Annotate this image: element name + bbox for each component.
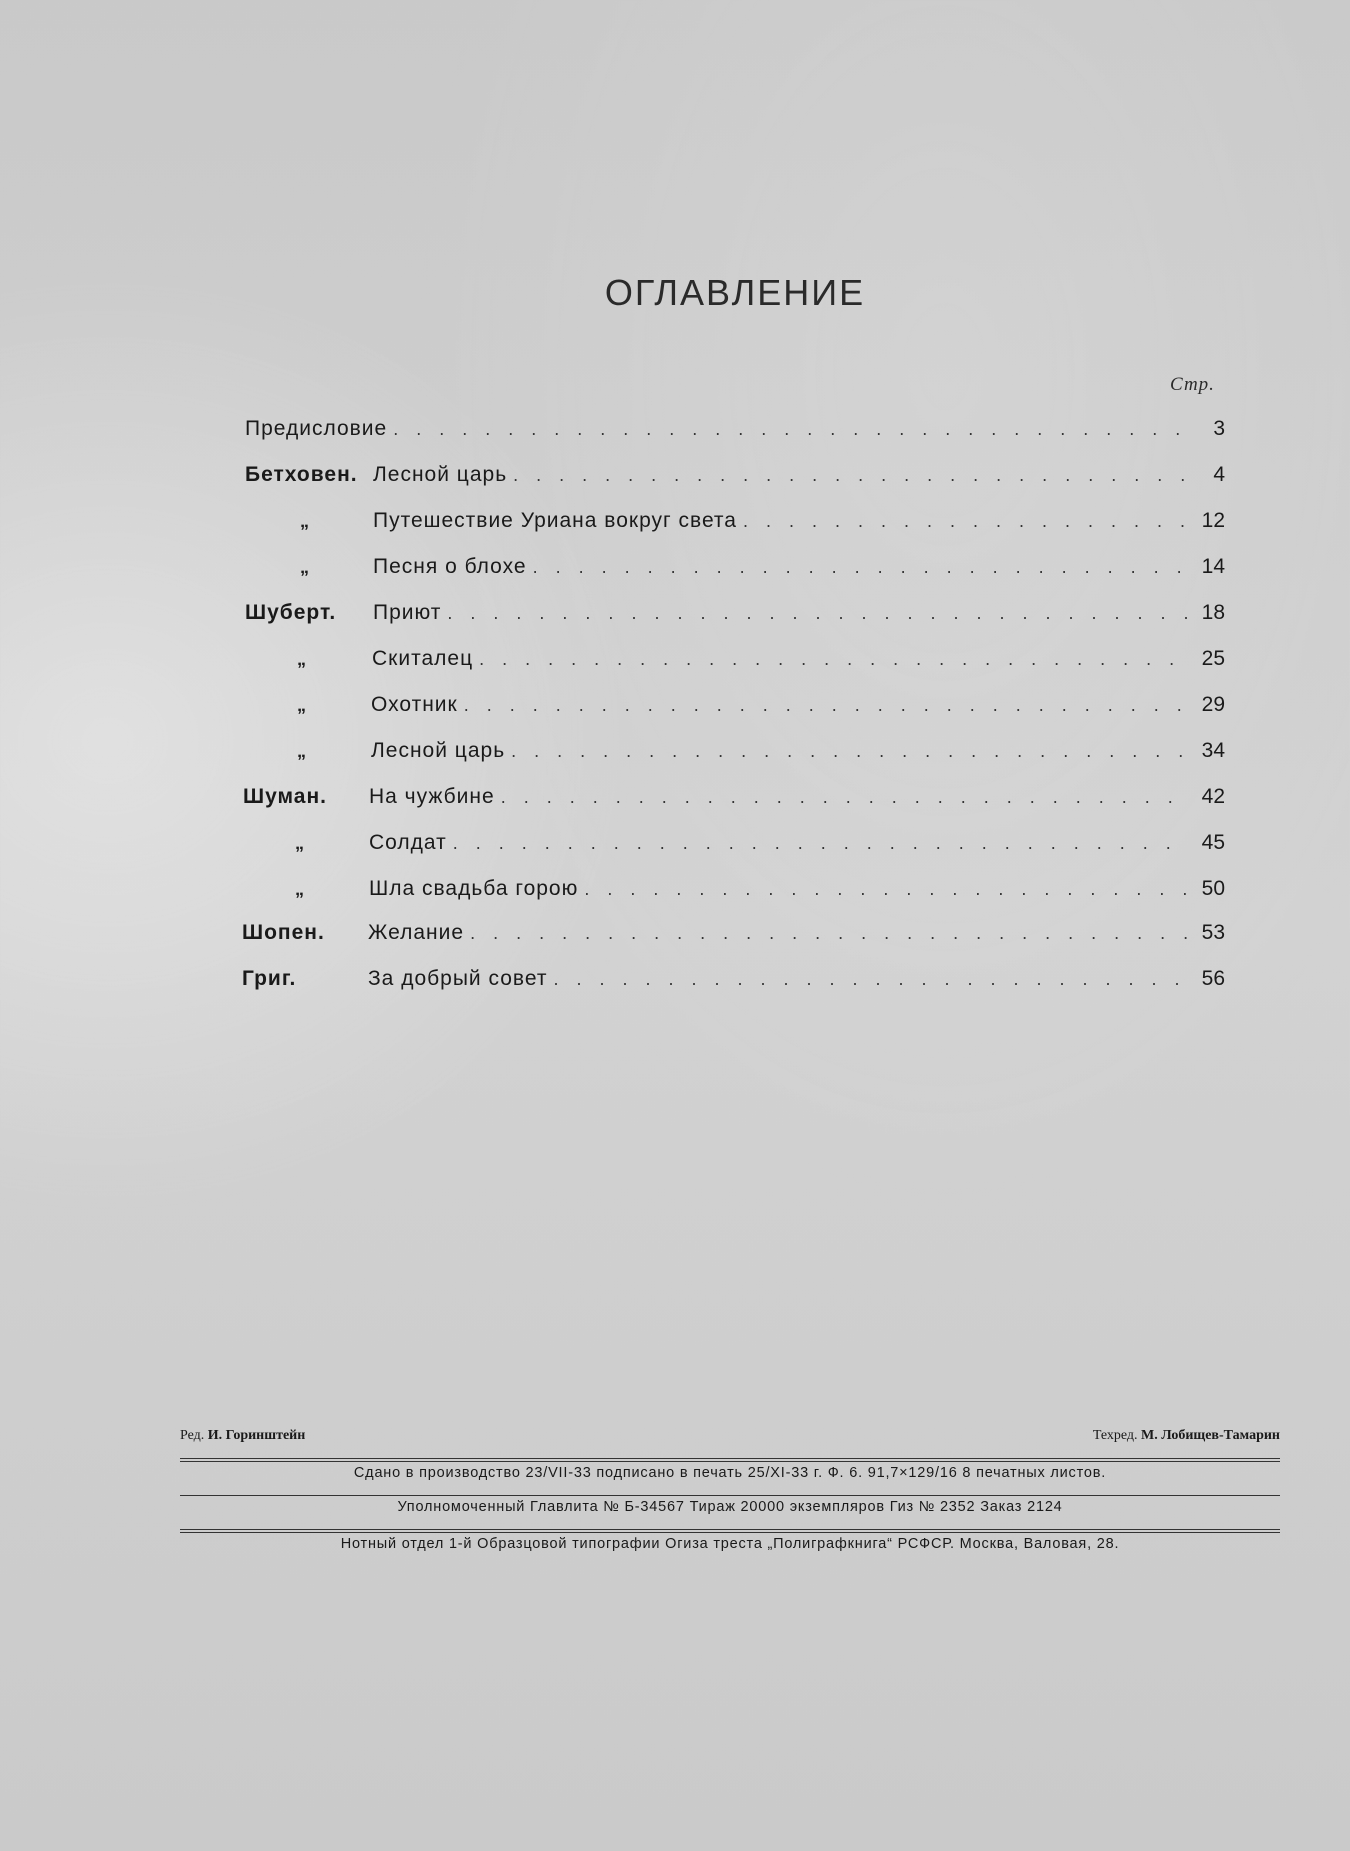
toc-leader (447, 598, 1187, 628)
toc-row (245, 644, 1225, 674)
toc-leader (511, 736, 1187, 766)
toc-title: Охотник (371, 693, 458, 716)
toc-author: Шуберт. (245, 601, 337, 624)
toc-author: Шопен. (242, 921, 325, 944)
toc-title: Солдат (369, 831, 447, 854)
imprint-line-3: Нотный отдел 1-й Образцовой типографии Огиза треста „Полиграфкнига“ РСФСР. Москва, Валовая, 28. (340, 1536, 1120, 1552)
toc-author: Шуман. (243, 785, 327, 808)
toc-leader (584, 874, 1187, 904)
toc-row (243, 874, 1225, 904)
toc-title: Путешествие Уриана вокруг света (373, 509, 737, 532)
toc-row (245, 736, 1225, 766)
toc-entry (371, 736, 1225, 766)
tech-editor-credit (1093, 1428, 1280, 1444)
toc-leader (479, 644, 1187, 674)
toc-page: 45 (1201, 831, 1225, 854)
tech-editor-name: М. Лобищев-Тамарин (1141, 1428, 1280, 1443)
toc-page: 25 (1201, 647, 1225, 670)
toc-title: Лесной царь (373, 463, 508, 486)
toc-row (245, 690, 1225, 720)
editors-row (180, 1428, 1280, 1452)
toc-title: Желание (368, 921, 465, 944)
toc-leader (464, 690, 1187, 720)
ditto-mark: „ (300, 557, 309, 577)
toc-row (245, 552, 1225, 582)
toc-title: Скиталец (372, 647, 474, 670)
imprint-line-2: Уполномоченный Главлита № Б-34567 Тираж 20000 экземпляров Гиз № 2352 Заказ 2124 (397, 1499, 1063, 1515)
toc-page: 3 (1213, 417, 1225, 440)
editor-name: И. Горинштейн (207, 1428, 306, 1443)
divider (180, 1461, 1280, 1462)
toc-title: Шла свадьба горою (369, 877, 579, 900)
toc-entry (371, 690, 1225, 720)
toc-page: 12 (1201, 509, 1225, 532)
toc-page: 29 (1201, 693, 1225, 716)
toc-leader (743, 506, 1187, 536)
editor-credit (180, 1428, 305, 1444)
toc-leader (393, 414, 1187, 444)
toc-page: 50 (1201, 877, 1225, 900)
toc-entry (373, 460, 1225, 490)
toc-page: 56 (1201, 967, 1225, 990)
divider (180, 1458, 1280, 1459)
toc-entry (369, 874, 1225, 904)
toc-row (245, 460, 1225, 490)
toc-author: Бетховен. (245, 463, 358, 486)
toc-row (242, 918, 1225, 948)
divider (180, 1495, 1280, 1496)
toc-leader (470, 918, 1187, 948)
toc-entry (373, 552, 1225, 582)
ditto-mark: „ (297, 695, 306, 715)
imprint-line-1: Сдано в производство 23/VII-33 подписано в печать 25/XI-33 г. Ф. 6. 91,7×129/16 8 печатных листов. (353, 1465, 1107, 1481)
page-column-label: Стр. (1170, 374, 1215, 395)
toc-title: За добрый совет (368, 967, 548, 990)
toc-row (245, 598, 1225, 628)
toc-author: Григ. (242, 967, 297, 990)
toc-page: 42 (1201, 785, 1225, 808)
toc-title: На чужбине (369, 785, 495, 808)
divider (180, 1529, 1280, 1530)
editor-label: Ред. (180, 1428, 205, 1443)
toc-page: 14 (1201, 555, 1225, 578)
ditto-mark: „ (295, 833, 304, 853)
toc-row (245, 506, 1225, 536)
toc-row (242, 964, 1225, 994)
page-title: ОГЛАВЛЕНИЕ (604, 272, 866, 313)
toc-leader (453, 828, 1187, 858)
toc-entry (373, 598, 1225, 628)
toc-page: 18 (1201, 601, 1225, 624)
toc-entry (369, 828, 1225, 858)
toc-page: 4 (1213, 463, 1225, 486)
toc-row (245, 414, 1225, 444)
ditto-mark: „ (297, 741, 306, 761)
toc-leader (533, 552, 1187, 582)
toc-leader (513, 460, 1187, 490)
toc-title: Песня о блохе (373, 555, 527, 578)
toc-title: Лесной царь (371, 739, 506, 762)
toc-row (243, 828, 1225, 858)
ditto-mark: „ (300, 511, 309, 531)
ditto-mark: „ (295, 879, 304, 899)
toc-entry (368, 964, 1225, 994)
toc-title: Предисловие (245, 417, 388, 440)
tech-editor-label: Техред. (1092, 1428, 1138, 1443)
toc-entry (373, 506, 1225, 536)
toc-row (243, 782, 1225, 812)
divider (180, 1532, 1280, 1533)
toc-entry (368, 918, 1225, 948)
toc-entry (372, 644, 1225, 674)
toc-leader (553, 964, 1187, 994)
toc-entry (245, 414, 1225, 444)
toc-entry (369, 782, 1225, 812)
toc-leader (501, 782, 1187, 812)
ditto-mark: „ (297, 649, 306, 669)
toc-title: Приют (373, 601, 442, 624)
toc-page: 34 (1201, 739, 1225, 762)
toc-page: 53 (1201, 921, 1225, 944)
